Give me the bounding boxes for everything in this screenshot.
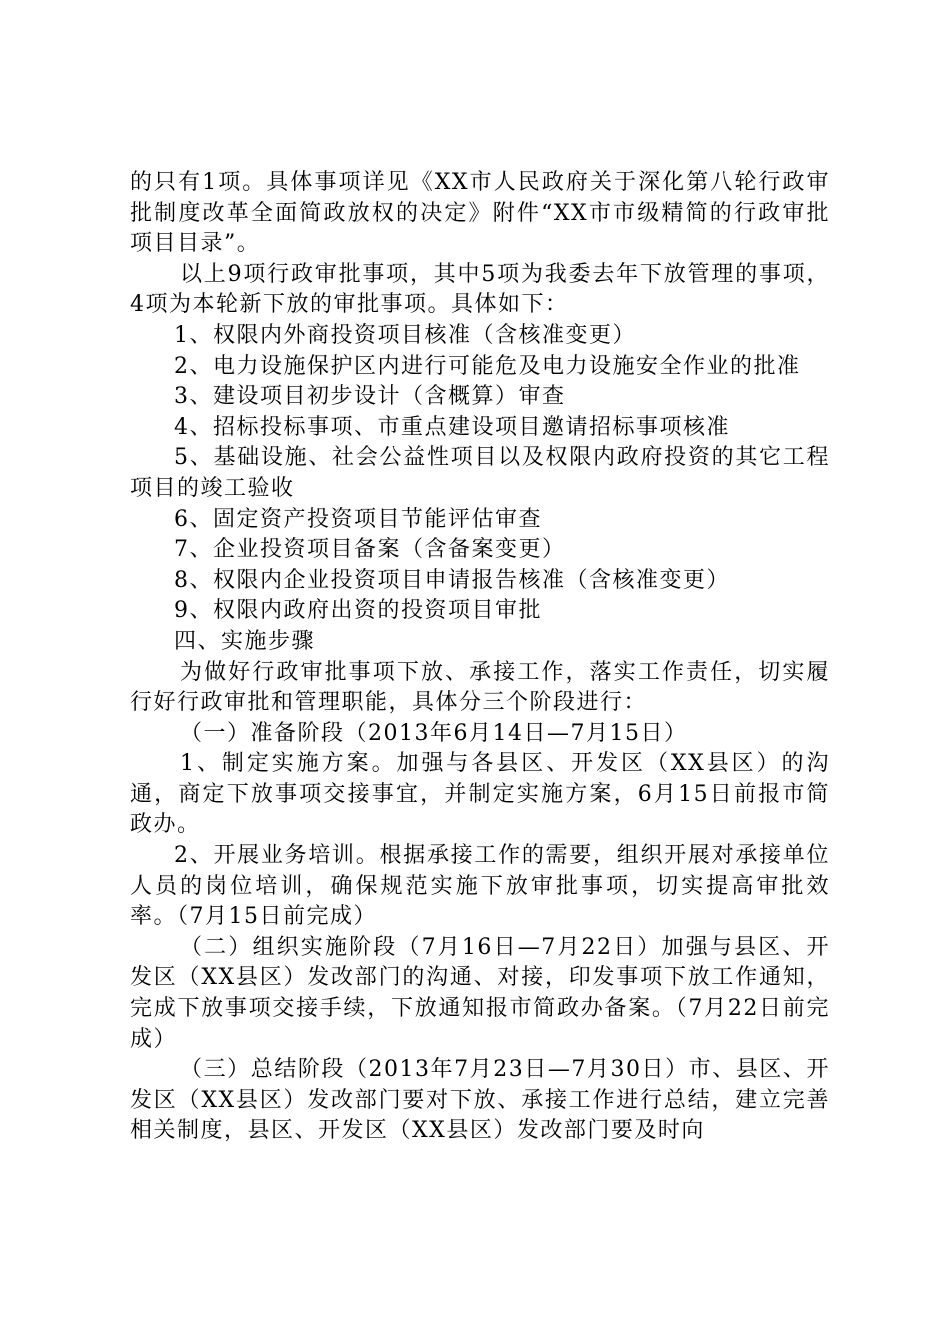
list-item-2: 2、电力设施保护区内进行可能危及电力设施安全作业的批准 [174, 353, 801, 379]
list-item-3: 3、建设项目初步设计（含概算）审查 [174, 384, 566, 410]
paragraph-continuation: 的只有1项。具体事项详见《XX市人民政府关于深化第八轮行政审批制度改革全面简政放权的决定》附件“XX市市级精简的行政审批项目目录”。 [130, 170, 830, 257]
paragraph-steps-intro: 为做好行政审批事项下放、承接工作，落实工作责任，切实履行好行政审批和管理职能，具体分三个阶段进行： [130, 659, 830, 716]
phase-1-step-2: 2、开展业务培训。根据承接工作的需要，组织开展对承接单位人员的岗位培训，确保规范实施下放审批事项，切实提高审批效率。（7月15日前完成） [130, 843, 830, 930]
list-item-5: 5、基础设施、社会公益性项目以及权限内政府投资的其它工程项目的竣工验收 [130, 445, 830, 501]
paragraph-intro: 以上9项行政审批事项，其中5项为我委去年下放管理的事项，4项为本轮新下放的审批事项。具体如下： [130, 261, 830, 318]
phase-3-paragraph: （三）总结阶段（2013年7月23日—7月30日）市、县区、开发区（XX县区）发改部门要对下放、承接工作进行总结，建立完善相关制度，县区、开发区（XX县区）发改部门要及时向 [130, 1057, 830, 1144]
list-item-4: 4、招标投标事项、市重点建设项目邀请招标事项核准 [174, 414, 730, 440]
list-item-9: 9、权限内政府出资的投资项目审批 [174, 598, 542, 624]
list-item-1: 1、权限内外商投资项目核准（含核准变更） [174, 322, 636, 348]
document-body [130, 168, 830, 1147]
list-item-7: 7、企业投资项目备案（含备案变更） [174, 537, 566, 563]
phase-heading-1: （一）准备阶段（2013年6月14日—7月15日） [180, 720, 688, 746]
section-heading: 四、实施步骤 [174, 628, 316, 654]
phase-1-step-1: 1、制定实施方案。加强与各县区、开发区（XX县区）的沟通，商定下放事项交接事宜，并制定实施方案，6月15日前报市简政办。 [130, 751, 830, 838]
list-item-6: 6、固定资产投资项目节能评估审查 [174, 506, 542, 532]
list-item-8: 8、权限内企业投资项目申请报告核准（含核准变更） [174, 567, 730, 593]
phase-2-paragraph: （二）组织实施阶段（7月16日—7月22日）加强与县区、开发区（XX县区）发改部门的沟通、对接，印发事项下放工作通知，完成下放事项交接手续，下放通知报市简政办备案。（7月22日前完成） [130, 934, 830, 1052]
